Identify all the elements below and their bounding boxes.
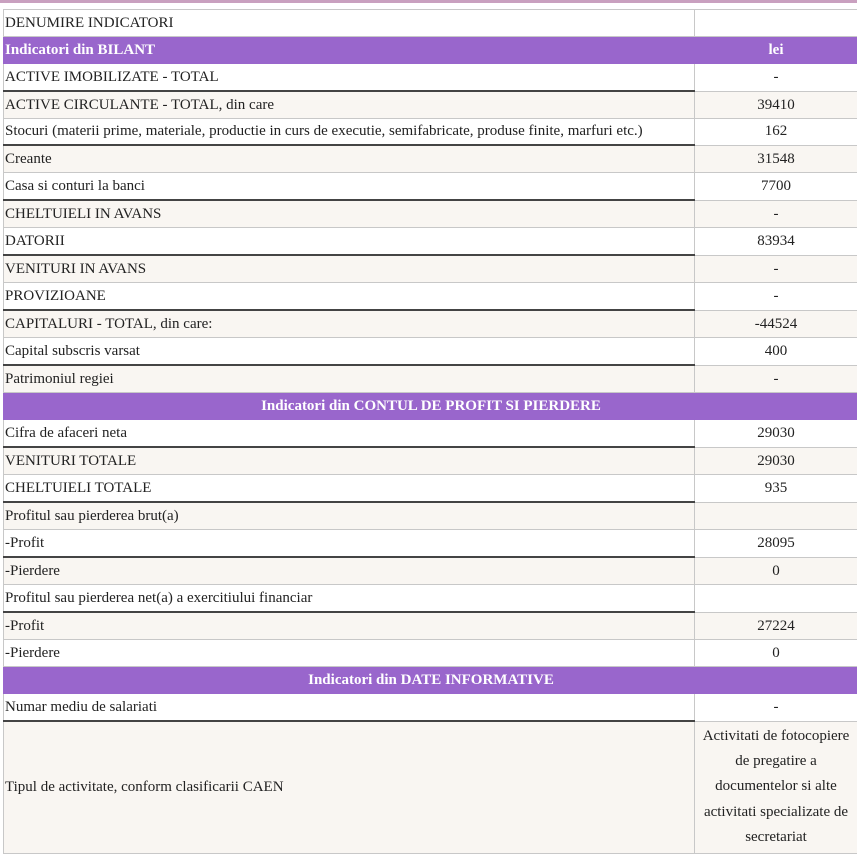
- row-label: Tipul de activitate, conform clasificarii CAEN: [4, 721, 695, 853]
- header-label: DENUMIRE INDICATORI: [4, 10, 695, 37]
- row-value: [695, 585, 857, 613]
- table-row: [4, 91, 857, 119]
- row-value: -: [695, 283, 857, 311]
- row-label: Profitul sau pierderea brut(a): [4, 502, 695, 530]
- row-value: 83934: [695, 228, 857, 256]
- row-label: -Profit: [4, 612, 695, 640]
- row-value: -: [695, 64, 857, 92]
- row-label: CHELTUIELI TOTALE: [4, 475, 695, 503]
- row-value: 400: [695, 338, 857, 366]
- table-header-row: [4, 10, 857, 37]
- table-row: [4, 447, 857, 475]
- table-row: [4, 255, 857, 283]
- row-value: -44524: [695, 310, 857, 338]
- table-row: [4, 365, 857, 393]
- section-header-profit: [4, 393, 857, 420]
- top-border-line: [0, 0, 857, 3]
- section-title-bilant: Indicatori din BILANT: [4, 37, 695, 64]
- row-label: ACTIVE IMOBILIZATE - TOTAL: [4, 64, 695, 92]
- row-label: ACTIVE CIRCULANTE - TOTAL, din care: [4, 91, 695, 119]
- row-value: 7700: [695, 173, 857, 201]
- table-row: [4, 694, 857, 722]
- section-header-bilant: [4, 37, 857, 64]
- row-label: Capital subscris varsat: [4, 338, 695, 366]
- header-value: [695, 10, 857, 37]
- row-value: -: [695, 365, 857, 393]
- row-label: CAPITALURI - TOTAL, din care:: [4, 310, 695, 338]
- row-value: [695, 502, 857, 530]
- row-label: Cifra de afaceri neta: [4, 420, 695, 448]
- row-label: -Pierdere: [4, 557, 695, 585]
- row-value: 0: [695, 640, 857, 667]
- table-row: [4, 585, 857, 613]
- table-row: [4, 200, 857, 228]
- table-row: [4, 283, 857, 311]
- row-label: DATORII: [4, 228, 695, 256]
- financial-indicators-table: [3, 9, 857, 854]
- unit-label: lei: [695, 37, 857, 64]
- table-row: [4, 173, 857, 201]
- row-label: Casa si conturi la banci: [4, 173, 695, 201]
- row-label: PROVIZIOANE: [4, 283, 695, 311]
- row-label: VENITURI IN AVANS: [4, 255, 695, 283]
- row-label: CHELTUIELI IN AVANS: [4, 200, 695, 228]
- section-header-informative: [4, 667, 857, 694]
- section-title-profit: Indicatori din CONTUL DE PROFIT SI PIERDERE: [4, 393, 857, 420]
- row-value: 31548: [695, 145, 857, 173]
- row-value: 29030: [695, 447, 857, 475]
- row-value: -: [695, 255, 857, 283]
- row-value: -: [695, 694, 857, 722]
- row-label: Numar mediu de salariati: [4, 694, 695, 722]
- row-label: Patrimoniul regiei: [4, 365, 695, 393]
- table-row: [4, 557, 857, 585]
- table-row: [4, 721, 857, 853]
- table-row: [4, 228, 857, 256]
- table-row: [4, 338, 857, 366]
- table-row: [4, 119, 857, 146]
- row-value: 28095: [695, 530, 857, 558]
- row-label: Stocuri (materii prime, materiale, productie in curs de executie, semifabricate, produse finite, marfuri etc.): [4, 119, 695, 146]
- table-row: [4, 310, 857, 338]
- row-label: Creante: [4, 145, 695, 173]
- table-row: [4, 145, 857, 173]
- caen-activity-value: Activitati de fotocopiere de pregatire a documentelor si alte activitati specializate de secretariat: [695, 721, 857, 853]
- table-row: [4, 475, 857, 503]
- row-label: -Profit: [4, 530, 695, 558]
- table-row: [4, 502, 857, 530]
- row-value: 39410: [695, 91, 857, 119]
- row-value: 0: [695, 557, 857, 585]
- table-row: [4, 640, 857, 667]
- table-row: [4, 420, 857, 448]
- row-value: 29030: [695, 420, 857, 448]
- table-row: [4, 64, 857, 92]
- row-label: -Pierdere: [4, 640, 695, 667]
- table-row: [4, 612, 857, 640]
- row-value: 27224: [695, 612, 857, 640]
- table-row: [4, 530, 857, 558]
- row-value: -: [695, 200, 857, 228]
- row-value: 935: [695, 475, 857, 503]
- row-label: Profitul sau pierderea net(a) a exercitiului financiar: [4, 585, 695, 613]
- row-value: 162: [695, 119, 857, 146]
- section-title-informative: Indicatori din DATE INFORMATIVE: [4, 667, 857, 694]
- row-label: VENITURI TOTALE: [4, 447, 695, 475]
